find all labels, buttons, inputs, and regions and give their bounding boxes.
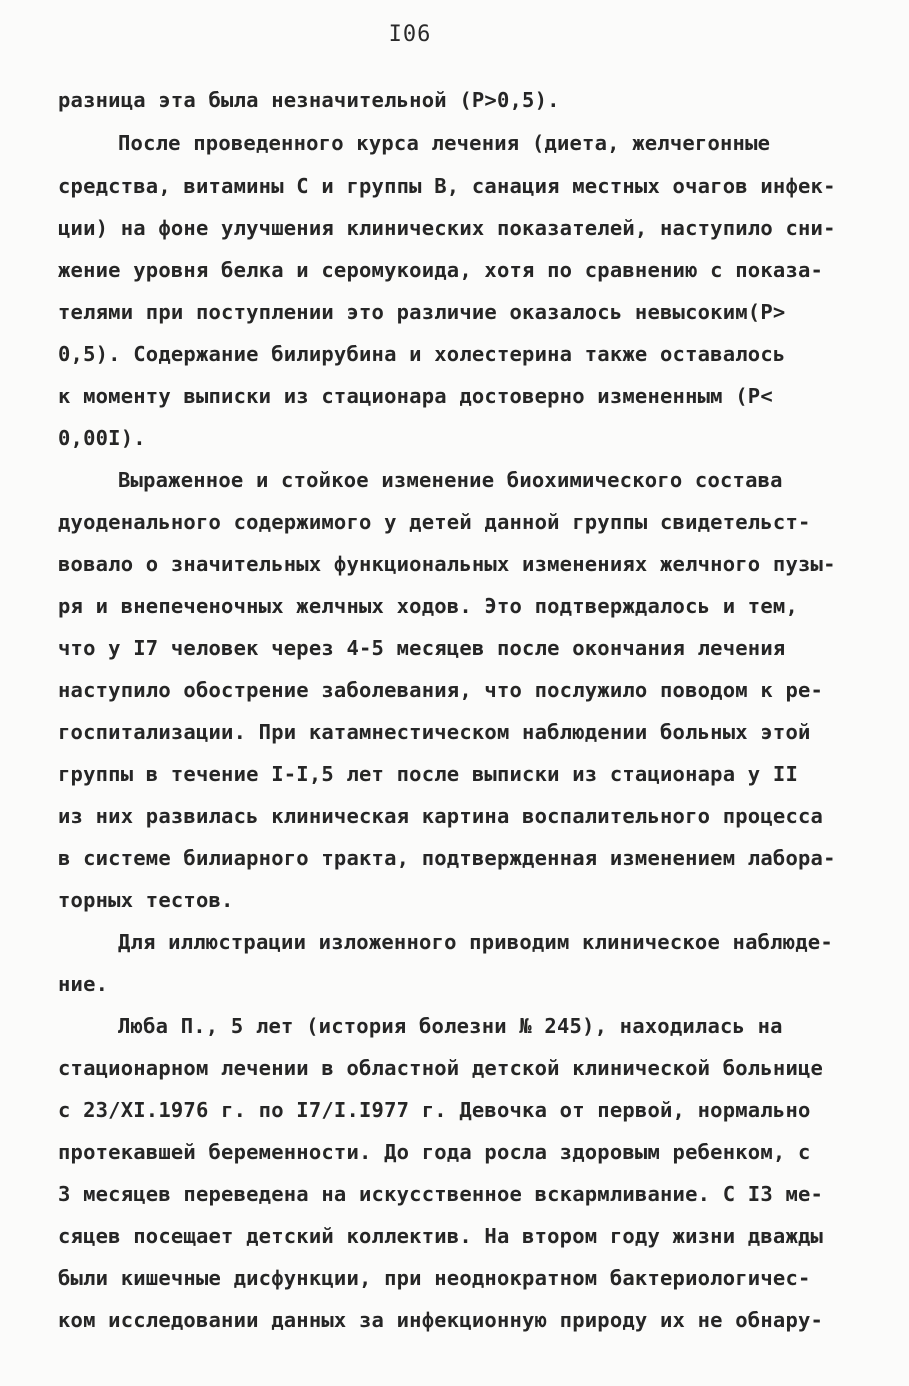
paragraph-start-line: После проведенного курса лечения (диета, желчегонные: [118, 131, 771, 155]
text-line: протекавшей беременности. До года росла здоровым ребенком, с: [58, 1140, 811, 1164]
text-line: 0,00I).: [58, 426, 146, 450]
text-line: вовало о значительных функциональных изменениях желчного пузы-: [58, 552, 836, 576]
text-line: в системе билиарного тракта, подтвержденная изменением лабора-: [58, 846, 836, 870]
text-line: телями при поступлении это различие оказалось невысоким(Р>: [58, 300, 786, 324]
text-line: сяцев посещает детский коллектив. На втором году жизни дважды: [58, 1224, 824, 1248]
text-line: стационарном лечении в областной детской клинической больнице: [58, 1056, 824, 1080]
text-line: торных тестов.: [58, 888, 234, 912]
text-line: ком исследовании данных за инфекционную природу их не обнару-: [58, 1308, 824, 1332]
text-line: ние.: [58, 972, 109, 996]
text-line: ря и внепеченочных желчных ходов. Это подтверждалось и тем,: [58, 594, 798, 618]
text-line: с 23/XI.1976 г. по I7/I.I977 г. Девочка от первой, нормально: [58, 1098, 811, 1122]
text-line: средства, витамины С и группы В, санация местных очагов инфек-: [58, 174, 836, 198]
text-line: наступило обострение заболевания, что послужило поводом к ре-: [58, 678, 824, 702]
text-line: дуоденального содержимого у детей данной группы свидетельст-: [58, 510, 811, 534]
paragraph-start-line: Выраженное и стойкое изменение биохимического состава: [118, 468, 783, 492]
text-line: разница эта была незначительной (Р>0,5).: [58, 88, 560, 112]
page-number: I06: [388, 22, 432, 47]
paragraph-start-line: Для иллюстрации изложенного приводим клиническое наблюде-: [118, 930, 833, 954]
text-line: ции) на фоне улучшения клинических показателей, наступило сни-: [58, 216, 836, 240]
text-line: госпитализации. При катамнестическом наблюдении больных этой: [58, 720, 811, 744]
paragraph-start-line: Люба П., 5 лет (история болезни № 245), находилась на: [118, 1014, 783, 1038]
text-line: что у I7 человек через 4-5 месяцев после окончания лечения: [58, 636, 786, 660]
text-line: были кишечные дисфункции, при неоднократном бактериологичес-: [58, 1266, 811, 1290]
text-line: 0,5). Содержание билирубина и холестерина также оставалось: [58, 342, 786, 366]
text-line: из них развилась клиническая картина воспалительного процесса: [58, 804, 824, 828]
text-line: жение уровня белка и серомукоида, хотя по сравнению с показа-: [58, 258, 824, 282]
text-line: к моменту выписки из стационара достоверно измененным (Р<: [58, 384, 773, 408]
text-line: 3 месяцев переведена на искусственное вскармливание. С I3 ме-: [58, 1182, 824, 1206]
text-line: группы в течение I-I,5 лет после выписки из стационара у II: [58, 762, 798, 786]
